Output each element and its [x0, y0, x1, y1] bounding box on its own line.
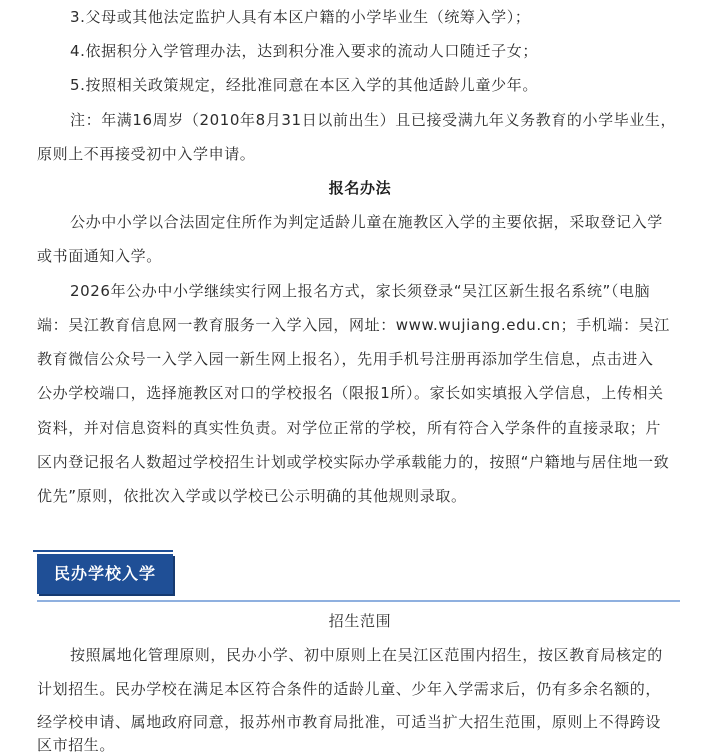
eligibility-item-4: 4.依据积分入学管理办法，达到积分准入要求的流动人口随迁子女；: [70, 42, 538, 60]
private-line-3: 经学校申请、属地政府同意，报苏州市教育局批准，可适当扩大招生范围，原则上不得跨设: [37, 713, 662, 731]
private-school-banner: [37, 554, 173, 594]
registration-p2-line-2: 端：吴江教育信息网一教育服务一入学入园，网址：www.wujiang.edu.cn；手机端：吴江: [37, 316, 670, 334]
eligibility-item-5: 5.按照相关政策规定，经批准同意在本区入学的其他适龄儿童少年。: [70, 76, 538, 94]
registration-p2-line-7: 优先”原则，依批次入学或以学校已公示明确的其他规则录取。: [37, 487, 467, 505]
eligibility-item-3: 3.父母或其他法定监护人具有本区户籍的小学毕业生（统筹入学）；: [70, 8, 531, 26]
registration-p2-line-6: 区内登记报名人数超过学校招生计划或学校实际办学承载能力的，按照“户籍地与居住地一致: [37, 453, 670, 471]
registration-heading: 报名办法: [328, 179, 392, 197]
registration-p1-line-1: 公办中小学以合法固定住所作为判定适龄儿童在施教区入学的主要依据，采取登记入学: [70, 213, 663, 231]
note-line-1: 注：年满16周岁（2010年8月31日以前出生）且已接受满九年义务教育的小学毕业生，: [70, 111, 677, 129]
private-line-2: 计划招生。民办学校在满足本区符合条件的适龄儿童、少年入学需求后，仍有多余名额的，: [37, 680, 662, 698]
registration-p2-line-4: 公办学校端口，选择施教区对口的学校报名（限报1所）。家长如实填报入学信息，上传相关: [37, 384, 664, 402]
private-subheading: 招生范围: [328, 612, 392, 630]
registration-p2-line-3: 教育微信公众号一入学入园一新生网上报名），先用手机号注册再添加学生信息，点击进入: [37, 350, 654, 368]
section-divider: [37, 600, 680, 602]
private-school-banner-title: 民办学校入学: [53, 564, 156, 583]
private-line-4: 区市招生。: [37, 736, 116, 754]
registration-p2-line-5: 资料，并对信息资料的真实性负责。对学位正常的学校，所有符合入学条件的直接录取；片: [37, 419, 662, 437]
registration-p1-line-2: 或书面通知入学。: [37, 247, 162, 265]
note-line-2: 原则上不再接受初中入学申请。: [37, 145, 256, 163]
private-line-1: 按照属地化管理原则，民办小学、初中原则上在吴江区范围内招生，按区教育局核定的: [70, 646, 663, 664]
registration-p2-line-1: 2026年公办中小学继续实行网上报名方式，家长须登录“吴江区新生报名系统”（电脑: [70, 282, 651, 300]
